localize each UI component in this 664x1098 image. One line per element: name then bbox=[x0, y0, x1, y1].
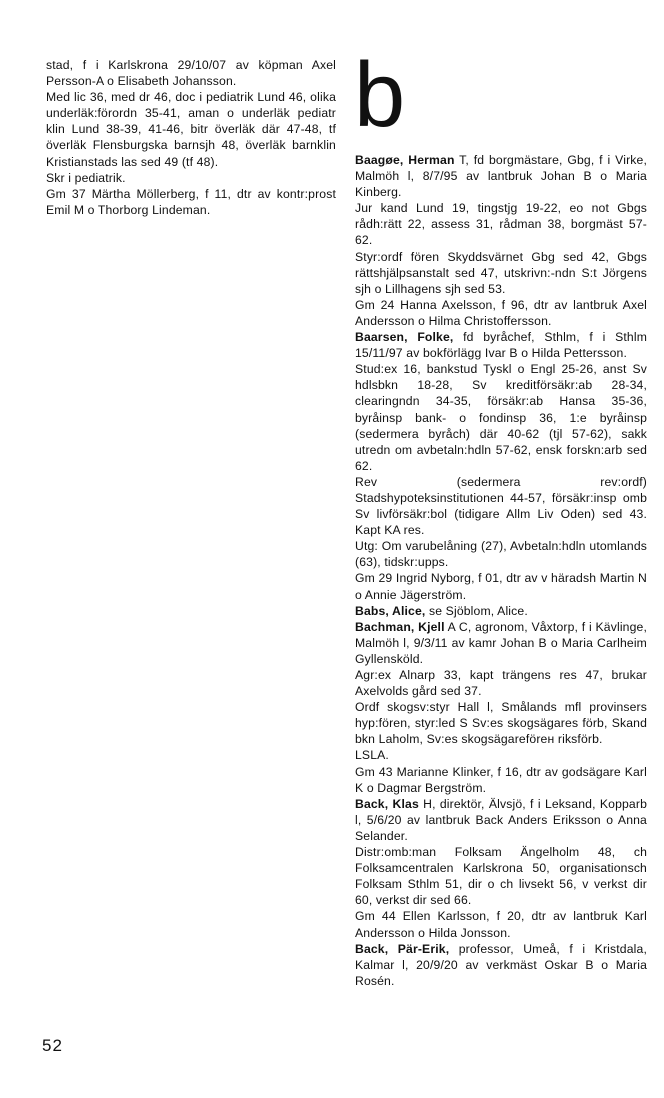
entry-head bbox=[355, 619, 647, 667]
entry-head bbox=[355, 796, 647, 844]
entry-paragraph: Gm 44 Ellen Karlsson, f 20, dtr av lantbruk Karl Andersson o Hilda Jonsson. bbox=[355, 909, 647, 940]
page-number: 52 bbox=[42, 1036, 63, 1055]
entry-text: professor, Umeå, f i Kristdala, Kalmar l, 20/9/20 av verkmäst Oskar B o Maria Rosén. bbox=[355, 941, 647, 988]
entry-paragraph: Stud:ex 16, bankstud Tyskl o Engl 25-26, anst Sv hdlsbkn 18-28, Sv kreditförsäkr:ab 28-34, clearingndn 34-35, försäkr:ab Hansa 35-36, byråinsp bank- o fondinsp 36, 1:e byråinsp (sedermera byråch) där 40-62 (tjl 57-62), sakk utredn om avbetaln:hdln 57-62, ensk forskn:arb sed 62. bbox=[355, 362, 647, 473]
entry-paragraph: Distr:omb:man Folksam Ängelholm 48, ch Folksamcentralen Karlskrona 50, organisationsch Folksam Sthlm 51, dir o ch livsekt 56, v verkst dir 60, verkst dir sed 66. bbox=[355, 845, 647, 908]
left-paragraph: Med lic 36, med dr 46, doc i pediatrik Lund 46, olika underläk:förordn 35-41, aman o underläk pediatr klin Lund 38-39, 41-46, bitr överläk där 47-48, tf överläk Flensburgska barnsjh 48, överläk barnklin Kristianstads las sed 49 (tf 48). bbox=[46, 90, 336, 169]
entry-text: H, direktör, Älvsjö, f i Leksand, Kopparb l, 5/6/20 av lantbruk Back Anders Eriksson o Anna Selander. bbox=[355, 796, 647, 843]
section-letter: b bbox=[354, 44, 406, 146]
left-paragraph: Gm 37 Märtha Möllerberg, f 11, dtr av kontr:prost Emil M o Thorborg Lindeman. bbox=[46, 186, 336, 217]
entry-name: Baagøe, Herman bbox=[355, 153, 455, 167]
right-column bbox=[355, 152, 647, 989]
entry-paragraph: LSLA. bbox=[355, 748, 389, 763]
entry-text: se Sjöblom, Alice. bbox=[425, 603, 528, 618]
entry-paragraph: Jur kand Lund 19, tingstjg 19-22, eo not Gbgs rådh:rätt 22, assess 31, rådman 38, borgmäst 57-62. bbox=[355, 201, 647, 248]
entry-text: A C, agronom, Våxtorp, f i Kävlinge, Malmöh l, 9/3/11 av kamr Johan B o Maria Carlheim Gyllensköld. bbox=[355, 619, 647, 666]
entry-name: Back, Pär-Erik, bbox=[355, 941, 450, 956]
left-paragraph: stad, f i Karlskrona 29/10/07 av köpman Axel Persson-A o Elisabeth Johansson. bbox=[46, 58, 336, 89]
entry-paragraph: Gm 29 Ingrid Nyborg, f 01, dtr av v häradsh Martin N o Annie Jägerström. bbox=[355, 571, 647, 602]
entry-name: Bachman, Kjell bbox=[355, 619, 445, 634]
entry-head bbox=[355, 152, 647, 200]
entry-head bbox=[355, 603, 647, 619]
entry-paragraph: Styr:ordf fören Skyddsvärnet Gbg sed 42, Gbgs rättshjälpsanstalt sed 47, utskrivn:-ndn S:t Jörgens sjh o Lillhagens sjh sed 53. bbox=[355, 249, 647, 296]
entry-paragraph: Rev (sedermera rev:ordf) Stadshypoteksinstitutionen 44-57, försäkr:insp omb Sv livförsäkr:bol (tidigare Allm Liv Oden) sed 43. Kapt KA res. bbox=[355, 474, 647, 538]
entry-text: fd byråchef, Sthlm, f i Sthlm 15/11/97 av bokförlägg Ivar B o Hilda Pettersson. bbox=[355, 330, 647, 361]
entry-paragraph: Agr:ex Alnarp 33, kapt trängens res 47, brukar Axelvolds gård sed 37. bbox=[355, 668, 647, 699]
entry-paragraph: Ordf skogsv:styr Hall l, Smålands mfl provinsers hyp:fören, styr:led S Sv:es skogsägares förb, Skand bkn Laholm, Sv:es skogsägareförен riksförb. bbox=[355, 700, 647, 747]
left-column bbox=[46, 57, 336, 218]
left-paragraph: Skr i pediatrik. bbox=[46, 170, 126, 185]
entry-paragraph: Utg: Om varubelåning (27), Avbetaln:hdln utomlands (63), tidskr:upps. bbox=[355, 539, 647, 570]
entry-name: Baarsen, Folke, bbox=[355, 330, 454, 345]
entry-name: Babs, Alice, bbox=[355, 603, 426, 618]
entry-text: T, fd borgmästare, Gbg, f i Virke, Malmöh l, 8/7/95 av lantbruk Johan B o Maria Kinberg. bbox=[355, 153, 647, 200]
entry-head bbox=[355, 941, 647, 989]
entry-paragraph: Gm 43 Marianne Klinker, f 16, dtr av godsägare Karl K o Dagmar Bergström. bbox=[355, 764, 647, 795]
entry-head bbox=[355, 329, 647, 361]
entry-paragraph: Gm 24 Hanna Axelsson, f 96, dtr av lantbruk Axel Andersson o Hilma Christoffersson. bbox=[355, 297, 647, 328]
entry-name: Back, Klas bbox=[355, 796, 419, 811]
